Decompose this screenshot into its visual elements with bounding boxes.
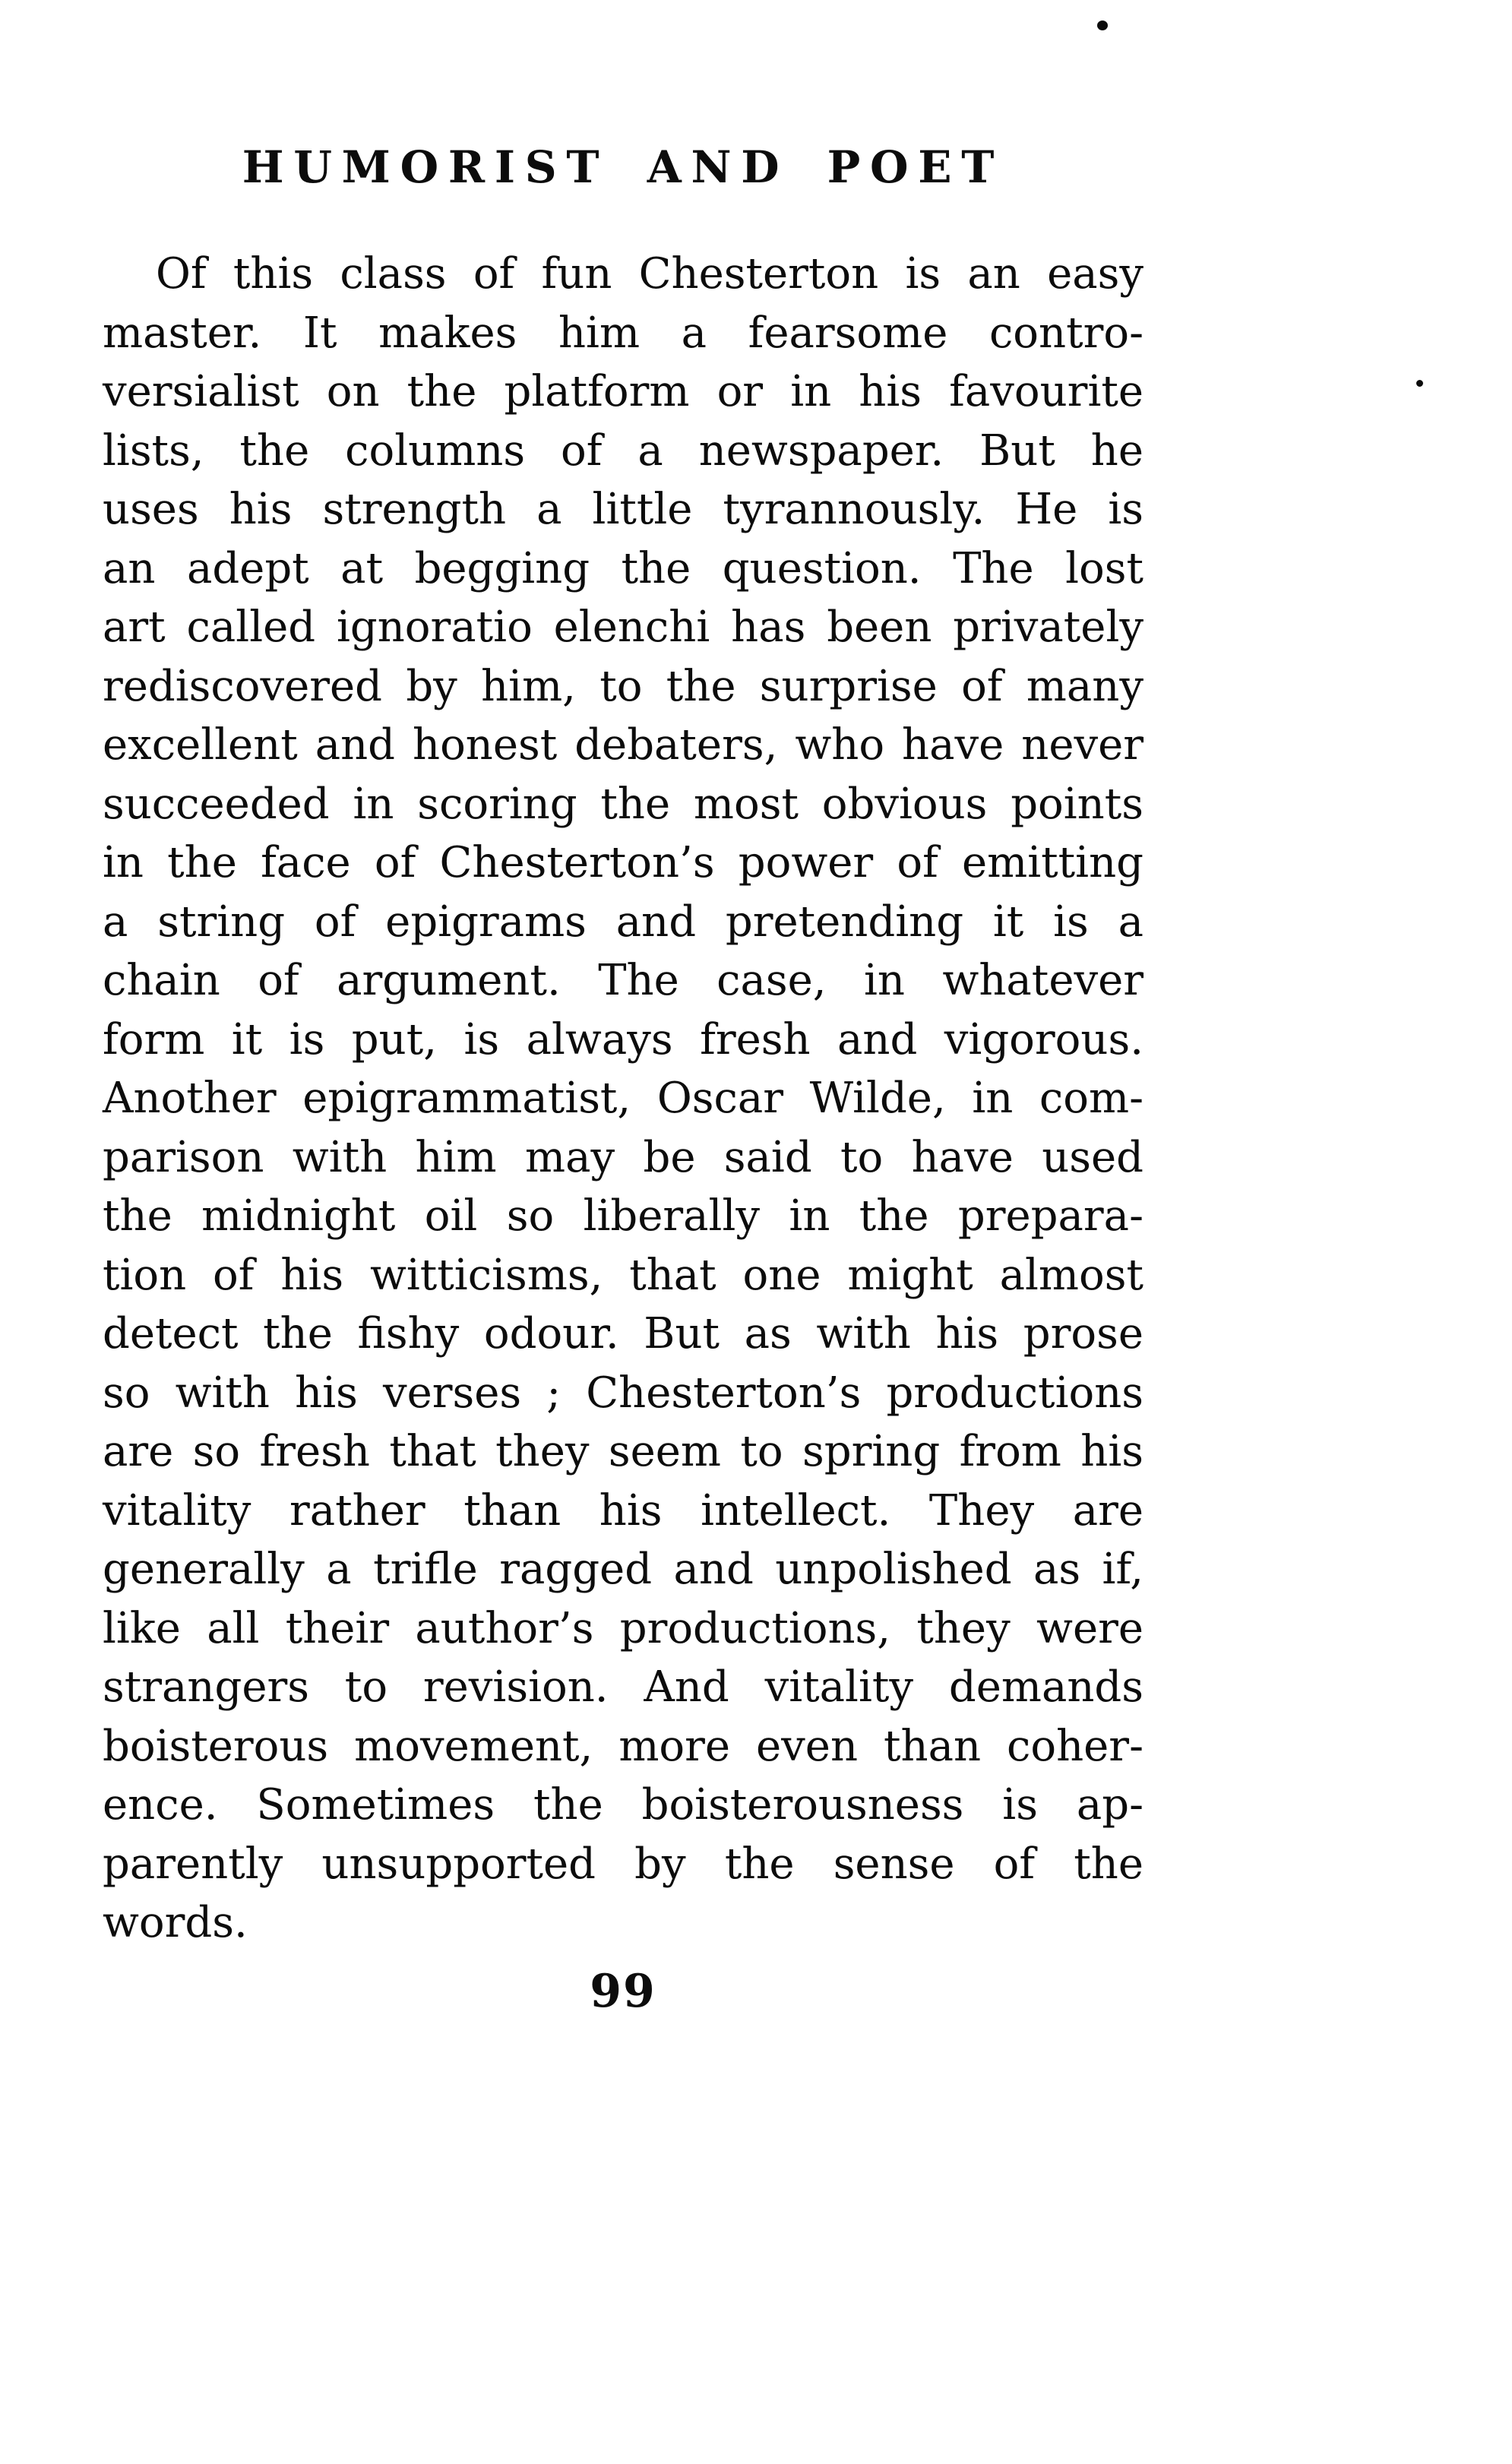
text-line: vitality rather than his intellect. They are xyxy=(103,1485,1143,1536)
text-line: tion of his witticisms, that one might almost xyxy=(103,1250,1143,1300)
text-line: form it is put, is always fresh and vigorous. xyxy=(103,1014,1143,1064)
text-line: parison with him may be said to have used xyxy=(103,1132,1143,1182)
text-line: excellent and honest debaters, who have never xyxy=(103,720,1143,770)
text-line: uses his strength a little tyrannously. He is xyxy=(103,485,1143,534)
text-line: like all their author’s productions, they were xyxy=(103,1603,1143,1653)
text-line: Of this class of fun Chesterton is an easy xyxy=(156,249,1143,299)
text-line: generally a trifle ragged and unpolished as if, xyxy=(103,1545,1143,1594)
text-line: words. xyxy=(103,1898,248,1947)
text-line: in the face of Chesterton’s power of emitting xyxy=(103,838,1143,887)
text-line: strangers to revision. And vitality demands xyxy=(103,1662,1143,1712)
text-line: lists, the columns of a newspaper. But he xyxy=(103,425,1143,476)
text-line: so with his verses ; Chesterton’s productions xyxy=(103,1368,1143,1418)
text-line: versialist on the platform or in his favourite xyxy=(103,367,1143,416)
text-line: rediscovered by him, to the surprise of many xyxy=(103,661,1143,711)
text-line: Another epigrammatist, Oscar Wilde, in com- xyxy=(103,1074,1143,1123)
text-line: boisterous movement, more even than coher- xyxy=(103,1721,1143,1771)
ink-speck xyxy=(1097,21,1108,30)
text-line: detect the fishy odour. But as with his prose xyxy=(103,1309,1143,1359)
text-line: are so fresh that they seem to spring from his xyxy=(103,1427,1143,1476)
text-line: an adept at begging the question. The lost xyxy=(103,543,1143,593)
text-line: master. It makes him a fearsome contro- xyxy=(103,308,1143,358)
text-line: a string of epigrams and pretending it is a xyxy=(103,897,1143,947)
text-line: parently unsupported by the sense of the xyxy=(103,1839,1143,1889)
text-line: ence. Sometimes the boisterousness is ap- xyxy=(103,1780,1143,1830)
text-line: succeeded in scoring the most obvious points xyxy=(103,779,1143,829)
text-line: art called ignoratio elenchi has been privately xyxy=(103,603,1143,652)
text-line: chain of argument. The case, in whatever xyxy=(103,956,1143,1005)
page-title: HUMORIST AND POET xyxy=(242,141,1004,193)
page-number: 99 xyxy=(590,1965,656,2018)
ink-speck xyxy=(1416,380,1423,387)
text-line: the midnight oil so liberally in the prepara- xyxy=(103,1191,1143,1241)
body-paragraph xyxy=(103,245,1143,1953)
